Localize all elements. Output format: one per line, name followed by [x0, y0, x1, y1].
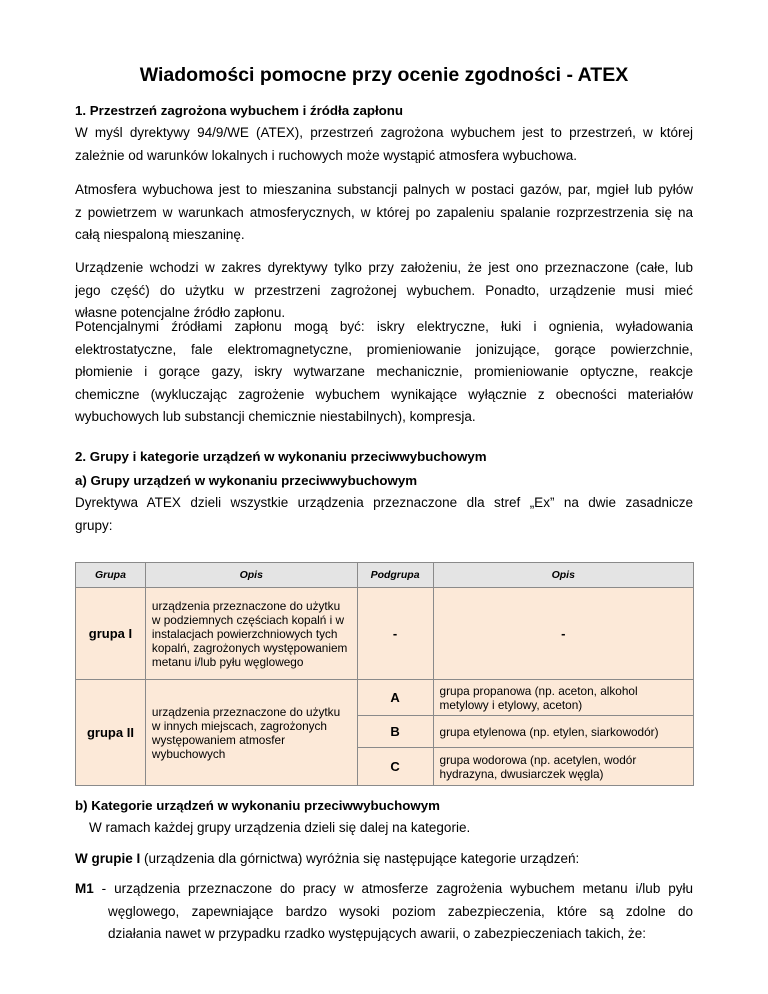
subgroup-description: -: [433, 588, 693, 680]
text-line: elektrostatyczne, fale elektromagnetyczne, promieniowanie jonizujące, gorące powierzchnie,: [75, 341, 693, 357]
group-description: urządzenia przeznaczone do użytku w innych miejscach, zagrożonych występowaniem atmosfer wybuchowych: [145, 680, 357, 786]
text-line: własne potencjalne źródło zapłonu.: [75, 305, 286, 320]
text-line: węglowego, zapewniające bardzo wysoki poziom zabezpieczenia, które są zdolne do: [108, 903, 693, 919]
table-header: Grupa: [76, 563, 146, 588]
section-1-heading: 1. Przestrzeń zagrożona wybuchem i źródła zapłonu: [75, 103, 404, 118]
s1-paragraph-3: [75, 257, 693, 325]
m1-text: - urządzenia przeznaczone do pracy w atmosferze zagrożenia wybuchem metanu i/lub pyłu: [93, 881, 693, 896]
table-header-row: [76, 563, 694, 588]
text-line: [75, 878, 693, 901]
table-row: [76, 680, 694, 716]
s1-paragraph-1: [75, 122, 693, 167]
subgroup-code: A: [357, 680, 433, 716]
group-1-label: W grupie I: [75, 851, 141, 866]
group-1-intro-text: (urządzenia dla górnictwa) wyróżnia się następujące kategorie urządzeń:: [140, 851, 580, 866]
text-line: z powietrzem w warunkach atmosferycznych, w której po zapaleniu spalanie rozprzestrzenia się na: [75, 204, 693, 220]
text-line: płomienie i gorące gazy, iskry wytwarzane mechanicznie, promieniowanie optyczne, reakcje: [75, 364, 693, 379]
subgroup-code: B: [357, 716, 433, 748]
subgroup-description: grupa propanowa (np. aceton, alkohol metylowy i etylowy, aceton): [433, 680, 693, 716]
text-line: działania nawet w przypadku rzadko występujących awarii, o zabezpieczeniach takich, że:: [108, 926, 647, 941]
groups-table: [75, 562, 694, 786]
s2a-paragraph: [75, 492, 693, 537]
table-row: [76, 588, 694, 680]
text-line: [75, 848, 693, 871]
subsection-b-heading: b) Kategorie urządzeń w wykonaniu przeciwwybuchowym: [75, 798, 440, 813]
subgroup-description: grupa etylenowa (np. etylen, siarkowodór): [433, 716, 693, 748]
text-line: wybuchowych lub substancji chemicznie niestabilnych), kompresja.: [75, 409, 476, 424]
text-line: Urządzenie wchodzi w zakres dyrektywy tylko przy założeniu, że jest ono przeznaczone (całe, lub: [75, 260, 693, 275]
group-name: grupa I: [76, 588, 146, 680]
subgroup-code: -: [357, 588, 433, 680]
text-line: Atmosfera wybuchowa jest to mieszanina substancji palnych w postaci gazów, par, mgieł lub pyłów: [75, 182, 693, 197]
subsection-a-heading: a) Grupy urządzeń w wykonaniu przeciwwybuchowym: [75, 473, 418, 488]
group-1-intro: [75, 848, 693, 871]
group-description: urządzenia przeznaczone do użytku w podziemnych częściach kopalń i w instalacjach powierzchniowych tych kopalń, zagrożonych występowaniem metanu i/lub pyłu węglowego: [145, 588, 357, 680]
text-line: zależnie od warunków lokalnych i ruchowych może wystąpić atmosfera wybuchowa.: [75, 147, 577, 163]
text-line: Potencjalnymi źródłami zapłonu mogą być: iskry elektryczne, łuki i ognienia, wyładowania: [75, 319, 693, 334]
m1-paragraph: [75, 878, 693, 946]
s1-paragraph-4: [75, 316, 693, 429]
subgroup-description: grupa wodorowa (np. acetylen, wodór hydrazyna, dwusiarczek węgla): [433, 748, 693, 786]
s1-paragraph-2: [75, 179, 693, 247]
m1-label: M1: [75, 881, 94, 896]
page-title: Wiadomości pomocne przy ocenie zgodności - ATEX: [139, 64, 629, 86]
section-2-heading: 2. Grupy i kategorie urządzeń w wykonaniu przeciwwybuchowym: [75, 449, 487, 464]
text-line: W myśl dyrektywy 94/9/WE (ATEX), przestrzeń zagrożona wybuchem jest to przestrzeń, w której: [75, 125, 693, 140]
table-header: Opis: [433, 563, 693, 588]
table-header: Podgrupa: [357, 563, 433, 588]
s2b-paragraph: [89, 817, 693, 840]
text-line: grupy:: [75, 517, 113, 533]
text-line: Dyrektywa ATEX dzieli wszystkie urządzenia przeznaczone dla stref „Ex” na dwie zasadnicze: [75, 495, 693, 510]
text-line: W ramach każdej grupy urządzenia dzieli się dalej na kategorie.: [89, 820, 471, 835]
subgroup-code: C: [357, 748, 433, 786]
text-line: chemiczne (wykluczając zagrożenie wybuchem wynikające wyłącznie z obecności materiałów: [75, 386, 693, 402]
group-name: grupa II: [76, 680, 146, 786]
text-line: jego część) do użytku w przestrzeni zagrożonej wybuchem. Ponadto, urządzenie musi mieć: [75, 282, 693, 298]
table-header: Opis: [145, 563, 357, 588]
text-line: całą niespaloną mieszaninę.: [75, 227, 245, 242]
